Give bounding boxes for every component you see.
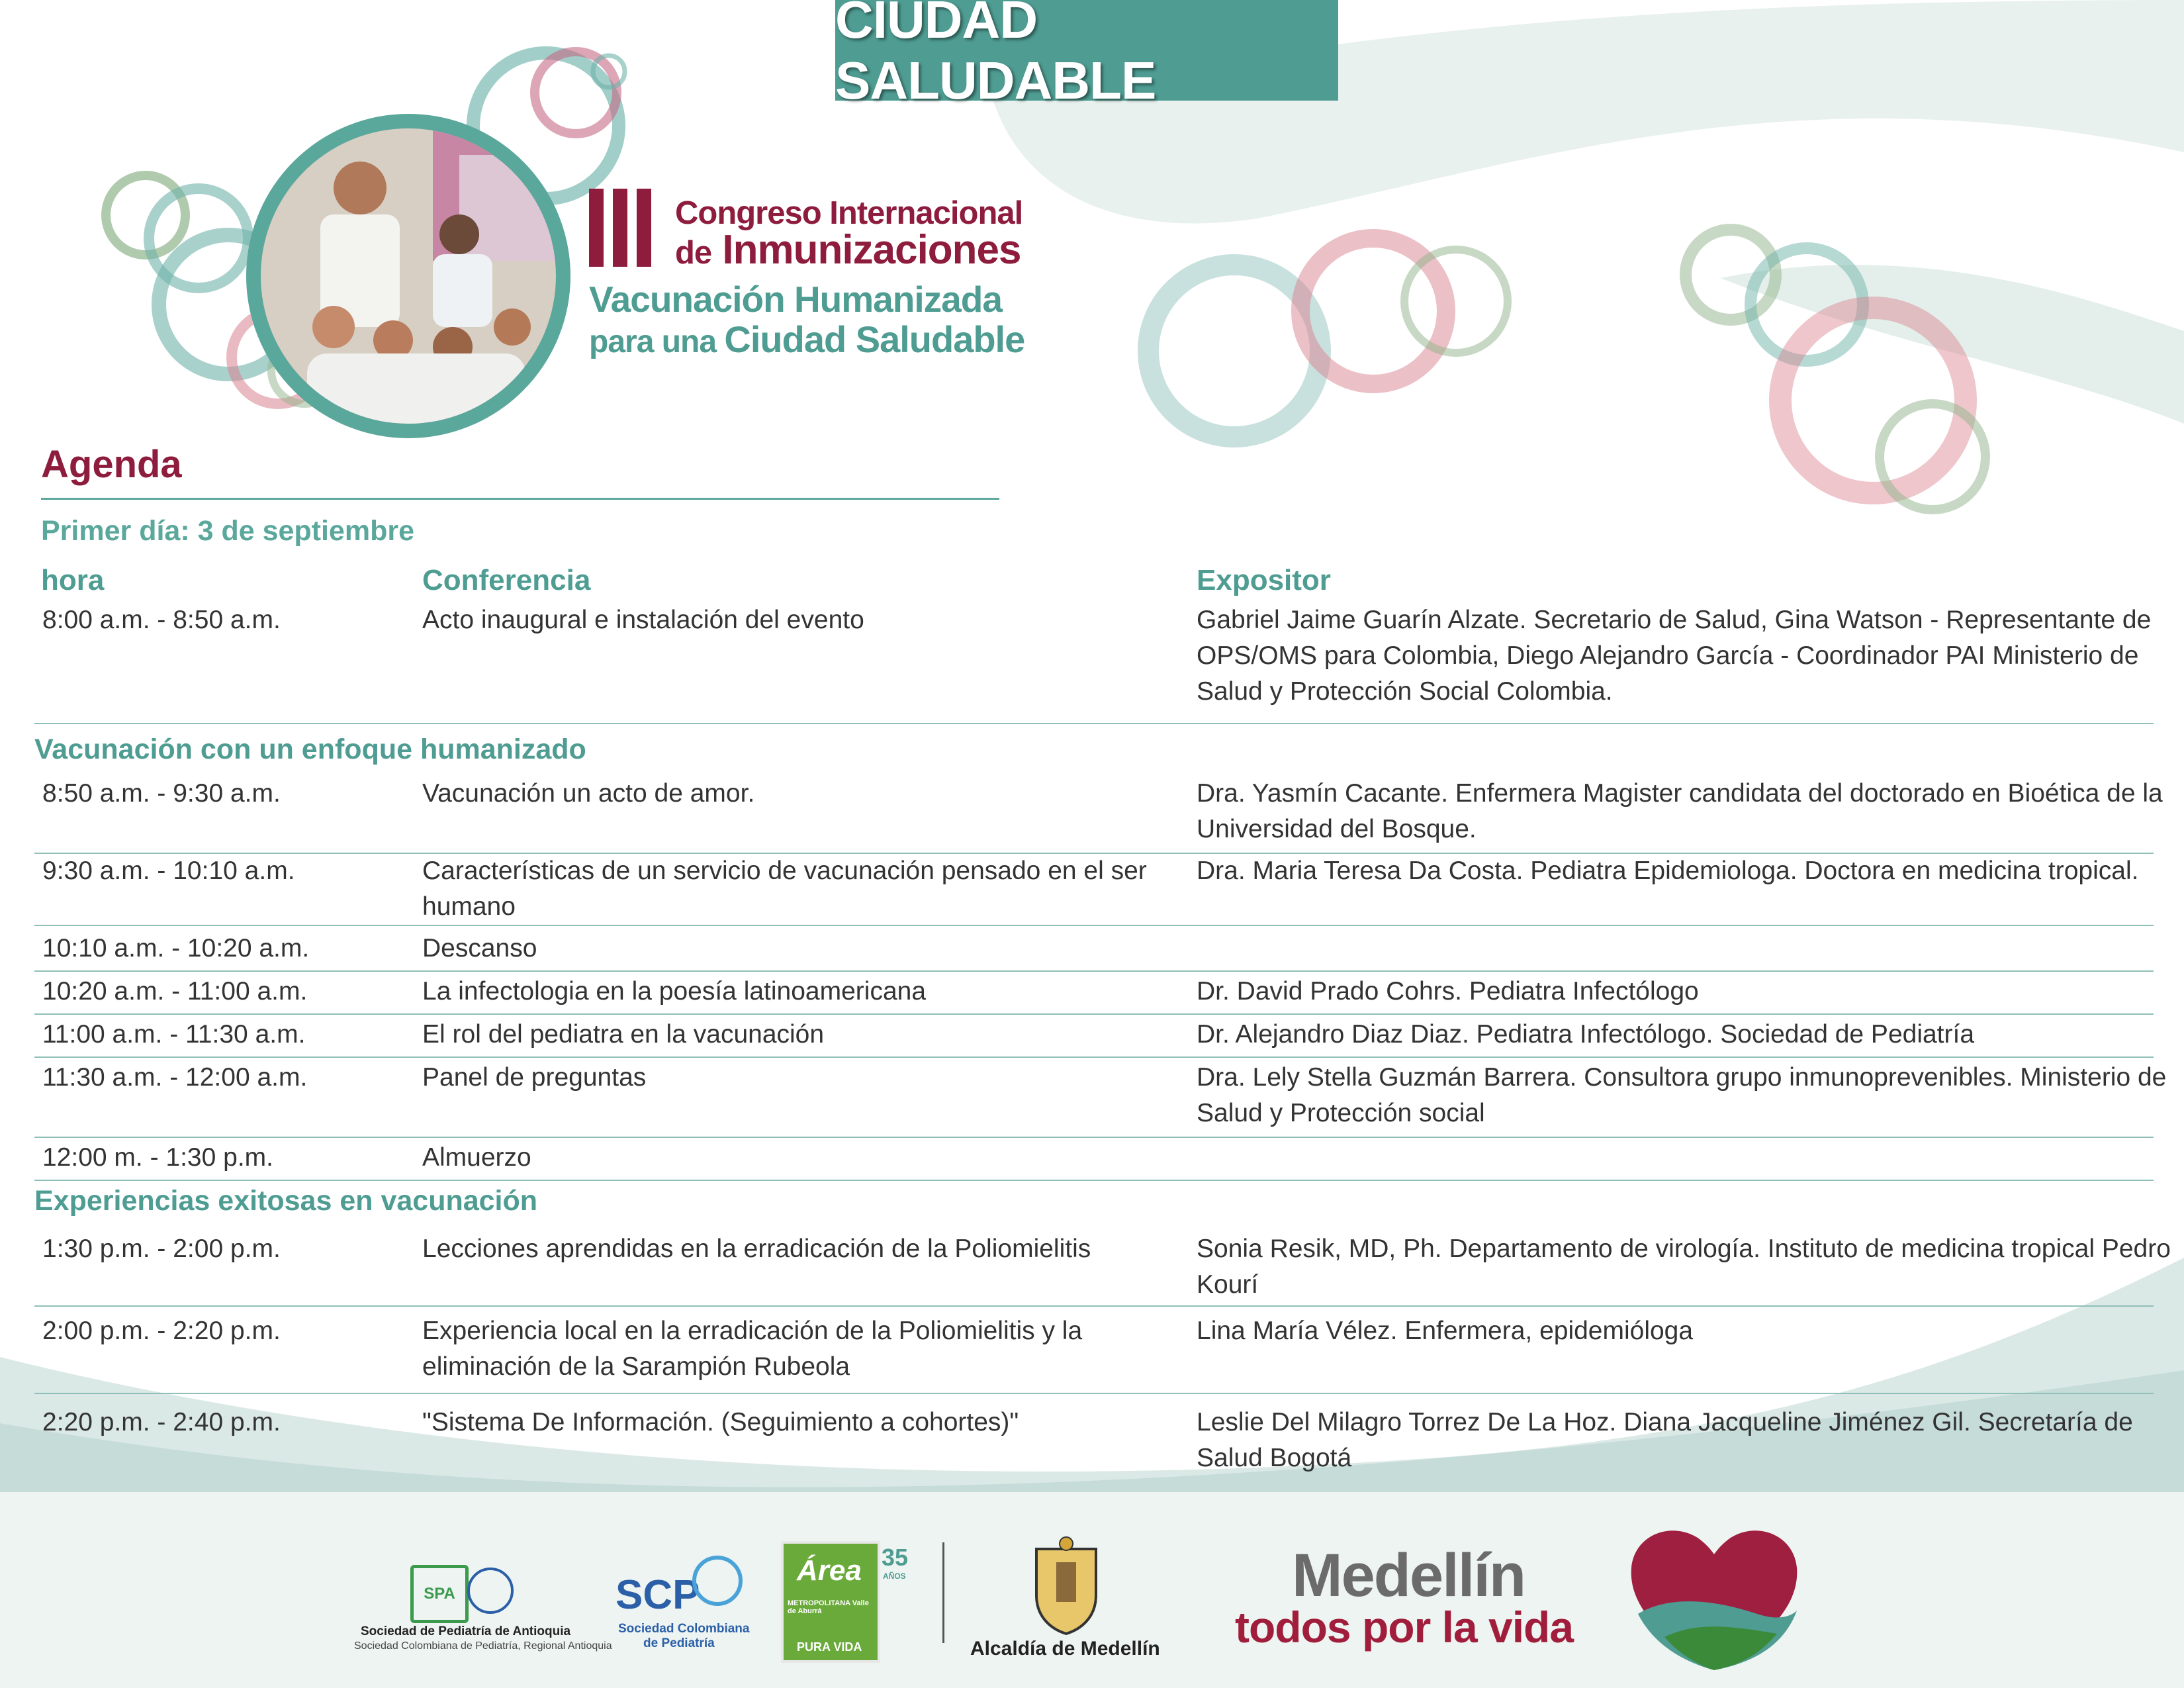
agenda-row: [34, 974, 2154, 1015]
row-expositor: Gabriel Jaime Guarín Alzate. Secretario de Salud, Gina Watson - Representante de OPS/OMS para Colombia, Diego Alejandro García - Coordinador PAI Ministerio de Salud y Protección Social Colombia.: [1197, 606, 2152, 706]
row-expositor: Dr. Alejandro Diaz Diaz. Pediatra Infectólogo. Sociedad de Pediatría: [1197, 1020, 1975, 1049]
page-banner: [835, 0, 1338, 110]
agenda-day: Primer día: 3 de septiembre: [41, 515, 414, 547]
heart-logo-icon: [1625, 1521, 1803, 1673]
row-conferencia: "Sistema De Información. (Seguimiento a cohortes)": [422, 1408, 1019, 1436]
row-hora: 10:20 a.m. - 11:00 a.m.: [42, 977, 308, 1006]
congress-line-2-prefix: de: [675, 235, 712, 271]
row-conferencia: Características de un servicio de vacunación pensado en el ser humano: [422, 857, 1147, 921]
row-conferencia: La infectologia en la poesía latinoamericana: [422, 977, 927, 1006]
row-hora: 1:30 p.m. - 2:00 p.m.: [42, 1235, 281, 1263]
row-expositor: Dr. David Prado Cohrs. Pediatra Infectólogo: [1197, 977, 1699, 1006]
area-slogan: PURA VIDA: [797, 1640, 862, 1654]
roman-numeral-mark: [589, 189, 651, 267]
agenda-row: [34, 1140, 2154, 1181]
footer-logos: [0, 1492, 2184, 1688]
congress-line-4-main: Ciudad Saludable: [724, 318, 1025, 360]
row-expositor: Lina María Vélez. Enfermera, epidemióloga: [1197, 1317, 1694, 1345]
congress-line-1: Congreso Internacional: [675, 195, 1023, 231]
header-conferencia: Conferencia: [422, 564, 591, 596]
area-metropolitana-logo: [781, 1541, 880, 1663]
agenda-row: [34, 1405, 2154, 1481]
row-expositor: Sonia Resik, MD, Ph. Departamento de virología. Instituto de medicina tropical Pedro Kourí: [1197, 1235, 2171, 1299]
agenda-row: [34, 1231, 2171, 1307]
row-conferencia: Almuerzo: [422, 1143, 531, 1172]
congress-photo: [246, 114, 570, 438]
row-hora: 2:20 p.m. - 2:40 p.m.: [42, 1408, 281, 1436]
agenda-row: [34, 776, 2163, 854]
row-conferencia: Vacunación un acto de amor.: [422, 779, 755, 808]
scp-name-1: Sociedad Colombiana: [618, 1622, 750, 1636]
congress-line-2: [675, 226, 1021, 273]
medellin-slogan: todos por la vida: [1235, 1603, 1574, 1652]
area-years-label: AÑOS: [883, 1571, 906, 1581]
agenda-row: [34, 1060, 2167, 1138]
agenda-row: [34, 1313, 2154, 1394]
agenda-row: [34, 1017, 2154, 1058]
children-photo-illustration: [261, 128, 556, 424]
agenda-row: [34, 853, 2154, 926]
row-conferencia: Experiencia local en la erradicación de la Poliomielitis y la eliminación de la Sarampión Rubeola: [422, 1317, 1083, 1381]
row-hora: 9:30 a.m. - 10:10 a.m.: [42, 857, 295, 885]
row-conferencia: Acto inaugural e instalación del evento: [422, 606, 864, 634]
alcaldia-name: Alcaldía de Medellín: [970, 1638, 1160, 1660]
area-subtitle: METROPOLITANA Valle de Aburrá: [788, 1599, 869, 1615]
logo-divider: [942, 1542, 944, 1643]
row-hora: 11:00 a.m. - 11:30 a.m.: [42, 1020, 306, 1049]
row-hora: 8:00 a.m. - 8:50 a.m.: [42, 606, 281, 634]
header-expositor: Expositor: [1197, 564, 1331, 596]
row-hora: 12:00 m. - 1:30 p.m.: [42, 1143, 274, 1172]
section-title-humanizado: Vacunación con un enfoque humanizado: [34, 733, 586, 765]
spa-initials: SPA: [424, 1585, 455, 1603]
row-conferencia: Panel de preguntas: [422, 1063, 647, 1092]
row-hora: 10:10 a.m. - 10:20 a.m.: [42, 934, 310, 962]
area-years: 35: [882, 1544, 909, 1571]
scp-abbr: SCP: [615, 1572, 700, 1618]
medellin-coat-of-arms-icon: [1030, 1536, 1103, 1635]
regional-seal-icon: [467, 1568, 514, 1614]
section-title-experiencias: Experiencias exitosas en vacunación: [34, 1185, 538, 1217]
row-conferencia: Lecciones aprendidas en la erradicación de la Poliomielitis: [422, 1235, 1091, 1263]
row-conferencia: El rol del pediatra en la vacunación: [422, 1020, 825, 1049]
row-expositor: Dra. Maria Teresa Da Costa. Pediatra Epidemiologa. Doctora en medicina tropical.: [1197, 857, 2139, 885]
row-expositor: Dra. Lely Stella Guzmán Barrera. Consultora grupo inmunoprevenibles. Ministerio de Salud y Protección social: [1197, 1063, 2167, 1127]
congress-line-3: Vacunación Humanizada: [589, 279, 1002, 320]
row-hora: 2:00 p.m. - 2:20 p.m.: [42, 1317, 281, 1345]
row-expositor: Leslie Del Milagro Torrez De La Hoz. Diana Jacqueline Jiménez Gil. Secretaría de Salud Bogotá: [1197, 1408, 2133, 1472]
agenda-title: Agenda: [41, 443, 182, 486]
spa-name: Sociedad de Pediatría de Antioquia: [361, 1624, 571, 1638]
header-hora: hora: [41, 564, 105, 596]
congress-line-4: [589, 318, 1024, 361]
row-hora: 11:30 a.m. - 12:00 a.m.: [42, 1063, 308, 1092]
row-expositor: Dra. Yasmín Cacante. Enfermera Magister candidata del doctorado en Bioética de la Universidad del Bosque.: [1197, 779, 2163, 843]
scp-name-2: de Pediatría: [643, 1636, 715, 1650]
spa-logo-icon: [410, 1565, 469, 1623]
row-conferencia: Descanso: [422, 934, 537, 962]
scp-children-icon: [692, 1556, 743, 1606]
agenda-divider: [41, 498, 999, 500]
agenda-row: [34, 602, 2154, 724]
agenda-row: [34, 931, 2154, 972]
spa-subtitle: Sociedad Colombiana de Pediatría, Regional Antioquia: [354, 1640, 612, 1652]
banner-title: CIUDAD SALUDABLE: [835, 0, 1156, 110]
area-name: Área: [797, 1554, 862, 1587]
congress-line-2-main: Inmunizaciones: [722, 227, 1021, 273]
medellin-wordmark: Medellín: [1292, 1542, 1525, 1609]
congress-line-4-prefix: para una: [589, 324, 717, 359]
row-hora: 8:50 a.m. - 9:30 a.m.: [42, 779, 281, 808]
